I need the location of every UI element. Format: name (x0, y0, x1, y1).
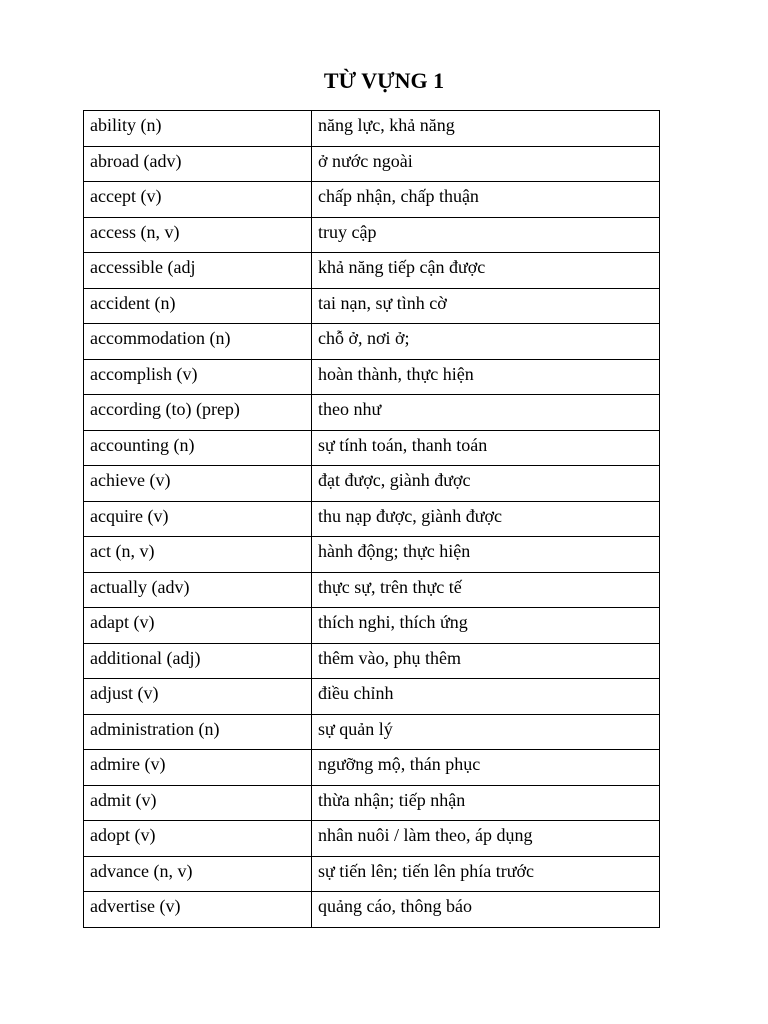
meaning-cell: sự tiến lên; tiến lên phía trước (312, 856, 660, 892)
meaning-cell: chấp nhận, chấp thuận (312, 182, 660, 218)
word-cell: advertise (v) (84, 892, 312, 928)
meaning-cell: thừa nhận; tiếp nhận (312, 785, 660, 821)
word-cell: administration (n) (84, 714, 312, 750)
table-row (84, 750, 660, 786)
meaning-cell: sự tính toán, thanh toán (312, 430, 660, 466)
word-cell: act (n, v) (84, 537, 312, 573)
word-cell: ability (n) (84, 111, 312, 147)
meaning-cell: chỗ ở, nơi ở; (312, 324, 660, 360)
word-cell: adapt (v) (84, 608, 312, 644)
word-cell: access (n, v) (84, 217, 312, 253)
word-cell: actually (adv) (84, 572, 312, 608)
table-row (84, 253, 660, 289)
table-row (84, 679, 660, 715)
table-row (84, 430, 660, 466)
word-cell: admit (v) (84, 785, 312, 821)
word-cell: adjust (v) (84, 679, 312, 715)
word-cell: additional (adj) (84, 643, 312, 679)
vocabulary-table (83, 110, 660, 928)
meaning-cell: tai nạn, sự tình cờ (312, 288, 660, 324)
meaning-cell: điều chỉnh (312, 679, 660, 715)
meaning-cell: theo như (312, 395, 660, 431)
table-row (84, 466, 660, 502)
word-cell: adopt (v) (84, 821, 312, 857)
meaning-cell: nhân nuôi / làm theo, áp dụng (312, 821, 660, 857)
word-cell: accessible (adj (84, 253, 312, 289)
word-cell: accept (v) (84, 182, 312, 218)
meaning-cell: khả năng tiếp cận được (312, 253, 660, 289)
table-row (84, 501, 660, 537)
table-row (84, 821, 660, 857)
word-cell: according (to) (prep) (84, 395, 312, 431)
word-cell: accomplish (v) (84, 359, 312, 395)
meaning-cell: truy cập (312, 217, 660, 253)
table-row (84, 643, 660, 679)
table-row (84, 856, 660, 892)
word-cell: achieve (v) (84, 466, 312, 502)
meaning-cell: quảng cáo, thông báo (312, 892, 660, 928)
meaning-cell: thu nạp được, giành được (312, 501, 660, 537)
meaning-cell: đạt được, giành được (312, 466, 660, 502)
table-row (84, 217, 660, 253)
word-cell: accident (n) (84, 288, 312, 324)
meaning-cell: thích nghi, thích ứng (312, 608, 660, 644)
page-title: TỪ VỰNG 1 (323, 68, 445, 93)
table-row (84, 608, 660, 644)
table-row (84, 395, 660, 431)
table-row (84, 111, 660, 147)
meaning-cell: thêm vào, phụ thêm (312, 643, 660, 679)
meaning-cell: ngưỡng mộ, thán phục (312, 750, 660, 786)
table-row (84, 537, 660, 573)
table-row (84, 892, 660, 928)
meaning-cell: hành động; thực hiện (312, 537, 660, 573)
word-cell: accommodation (n) (84, 324, 312, 360)
table-row (84, 146, 660, 182)
word-cell: abroad (adv) (84, 146, 312, 182)
meaning-cell: năng lực, khả năng (312, 111, 660, 147)
table-row (84, 359, 660, 395)
meaning-cell: thực sự, trên thực tế (312, 572, 660, 608)
word-cell: acquire (v) (84, 501, 312, 537)
table-row (84, 324, 660, 360)
table-row (84, 785, 660, 821)
table-row (84, 182, 660, 218)
word-cell: accounting (n) (84, 430, 312, 466)
table-row (84, 714, 660, 750)
meaning-cell: hoàn thành, thực hiện (312, 359, 660, 395)
word-cell: admire (v) (84, 750, 312, 786)
table-row (84, 288, 660, 324)
meaning-cell: sự quản lý (312, 714, 660, 750)
table-row (84, 572, 660, 608)
word-cell: advance (n, v) (84, 856, 312, 892)
meaning-cell: ở nước ngoài (312, 146, 660, 182)
